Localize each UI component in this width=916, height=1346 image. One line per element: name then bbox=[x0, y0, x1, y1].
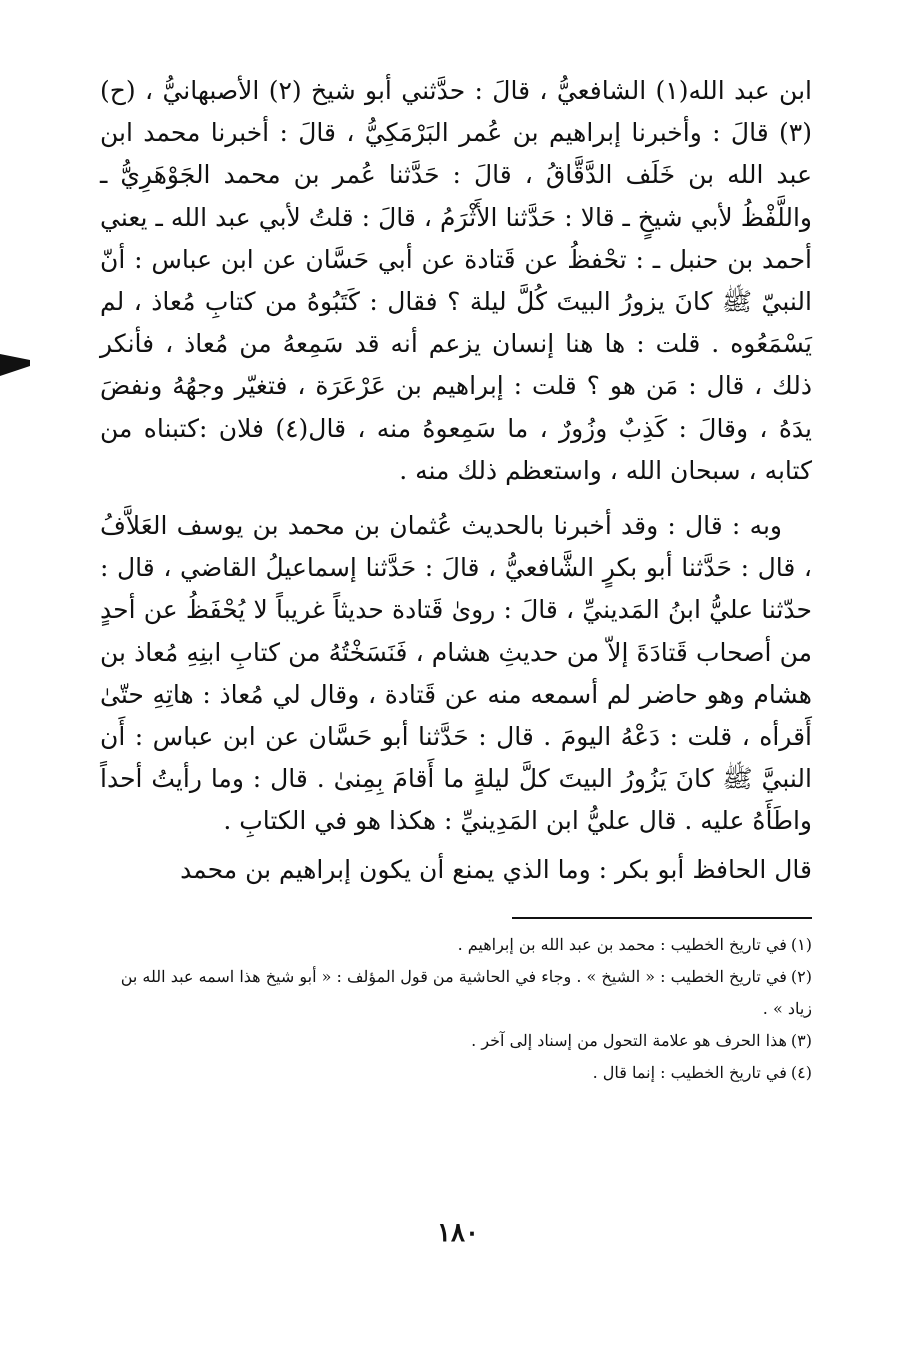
book-page bbox=[100, 70, 812, 1089]
body-paragraph-2: وبه : قال : وقد أخبرنا بالحديث عُثمان بن محمد بن يوسف العَلاَّفُ ، قال : حَدَّثنا أبو بكرٍ الشَّافعيُّ ، قالَ : حَدَّثنا إسماعيلُ القاضي ، قال : حدّثنا عليُّ ابنُ المَدينيِّ ، قالَ : روىٰ قَتادة حديثاً غريباً لا يُحْفَظُ عن أحدٍ من أصحاب قَتادَةَ إلاّ من حديثِ هشام ، فَنَسَخْتُهُ من كتابِ ابنِهِ مُعاذ بن هشام وهو حاضر لم أسمعه منه عن قَتادة ، وقال لي مُعاذ : هاتِهِ حتّىٰ أَقرأه ، قلت : دَعْهُ اليومَ . قال : حَدَّثنا أبو حَسَّان عن ابن عباس : أَن النبيَّ ﷺ كانَ يَزُورُ البيتَ كلَّ ليلةٍ ما أَقامَ بِمِنىٰ . قال : وما رأيتُ أحداً واطَأَهُ عليه . قال عليُّ ابن المَدِينيِّ : هكذا هو في الكتابِ . bbox=[100, 511, 812, 836]
footnote-separator bbox=[512, 917, 812, 919]
main-text bbox=[100, 70, 812, 891]
footnote-4 bbox=[100, 1057, 812, 1089]
footnote-text: في تاريخ الخطيب : محمد بن عبد الله بن إبراهيم . bbox=[457, 934, 787, 954]
body-paragraph-1: ابن عبد الله(١) الشافعيُّ ، قالَ : حدَّثني أبو شيخ (٢) الأصبهانيُّ ، (ح)(٣) قالَ : وأخبرنا إبراهيم بن عُمر البَرْمَكِيُّ ، قالَ : أخبرنا محمد ابن عبد الله بن خَلَف الدَّقَّاقُ ، قالَ : حَدَّثنا عُمر بن محمد الجَوْهَرِيُّ ـ واللَّفْظُ لأبي شيخٍ ـ قالا : حَدَّثنا الأَثْرَمُ ، قالَ : قلتُ لأبي عبد الله ـ يعني أحمد بن حنبل ـ : تحْفظُ عن قَتادة عن أبي حَسَّان عن ابن عباس : أنّ النبيّ ﷺ كانَ يزورُ البيتَ كُلَّ ليلة ؟ فقال : كَتَبُوهُ من كتابِ مُعاذ ، لم يَسْمَعُوه . قلت : ها هنا إنسان يزعم أنه قد سَمِعهُ من مُعاذ ، فأنكر ذلك ، قال : مَن هو ؟ قلت : إبراهيم بن عَرْعَرَة ، فتغيّر وجهُهُ ونفضَ يدَهُ ، وقالَ : كَذِبٌ وزُورٌ ، ما سَمِعوهُ منه ، قال(٤) فلان :كتبناه من كتابه ، سبحان الله ، واستعظم ذلك منه . bbox=[100, 76, 812, 485]
footnote-text: هذا الحرف هو علامة التحول من إسناد إلى آخر . bbox=[471, 1030, 787, 1050]
footnote-number: (٢) bbox=[790, 966, 812, 986]
page-number: ١٨٠ bbox=[437, 1218, 479, 1248]
footnote-number: (١) bbox=[790, 934, 812, 954]
footnote-text: في تاريخ الخطيب : إنما قال . bbox=[592, 1062, 787, 1082]
footnote-3 bbox=[100, 1025, 812, 1057]
footnote-2 bbox=[100, 961, 812, 1025]
footnote-1 bbox=[100, 929, 812, 961]
body-paragraph-3: قال الحافظ أبو بكر : وما الذي يمنع أن يكون إبراهيم بن محمد bbox=[180, 854, 812, 884]
page-edge-mark bbox=[0, 350, 30, 378]
footnotes bbox=[100, 929, 812, 1089]
footnote-number: (٤) bbox=[790, 1062, 812, 1082]
footnote-text: في تاريخ الخطيب : « الشيخ » . وجاء في الحاشية من قول المؤلف : « أبو شيخ هذا اسمه عبد الله بن زياد » . bbox=[120, 966, 812, 1018]
footnote-number: (٣) bbox=[790, 1030, 812, 1050]
